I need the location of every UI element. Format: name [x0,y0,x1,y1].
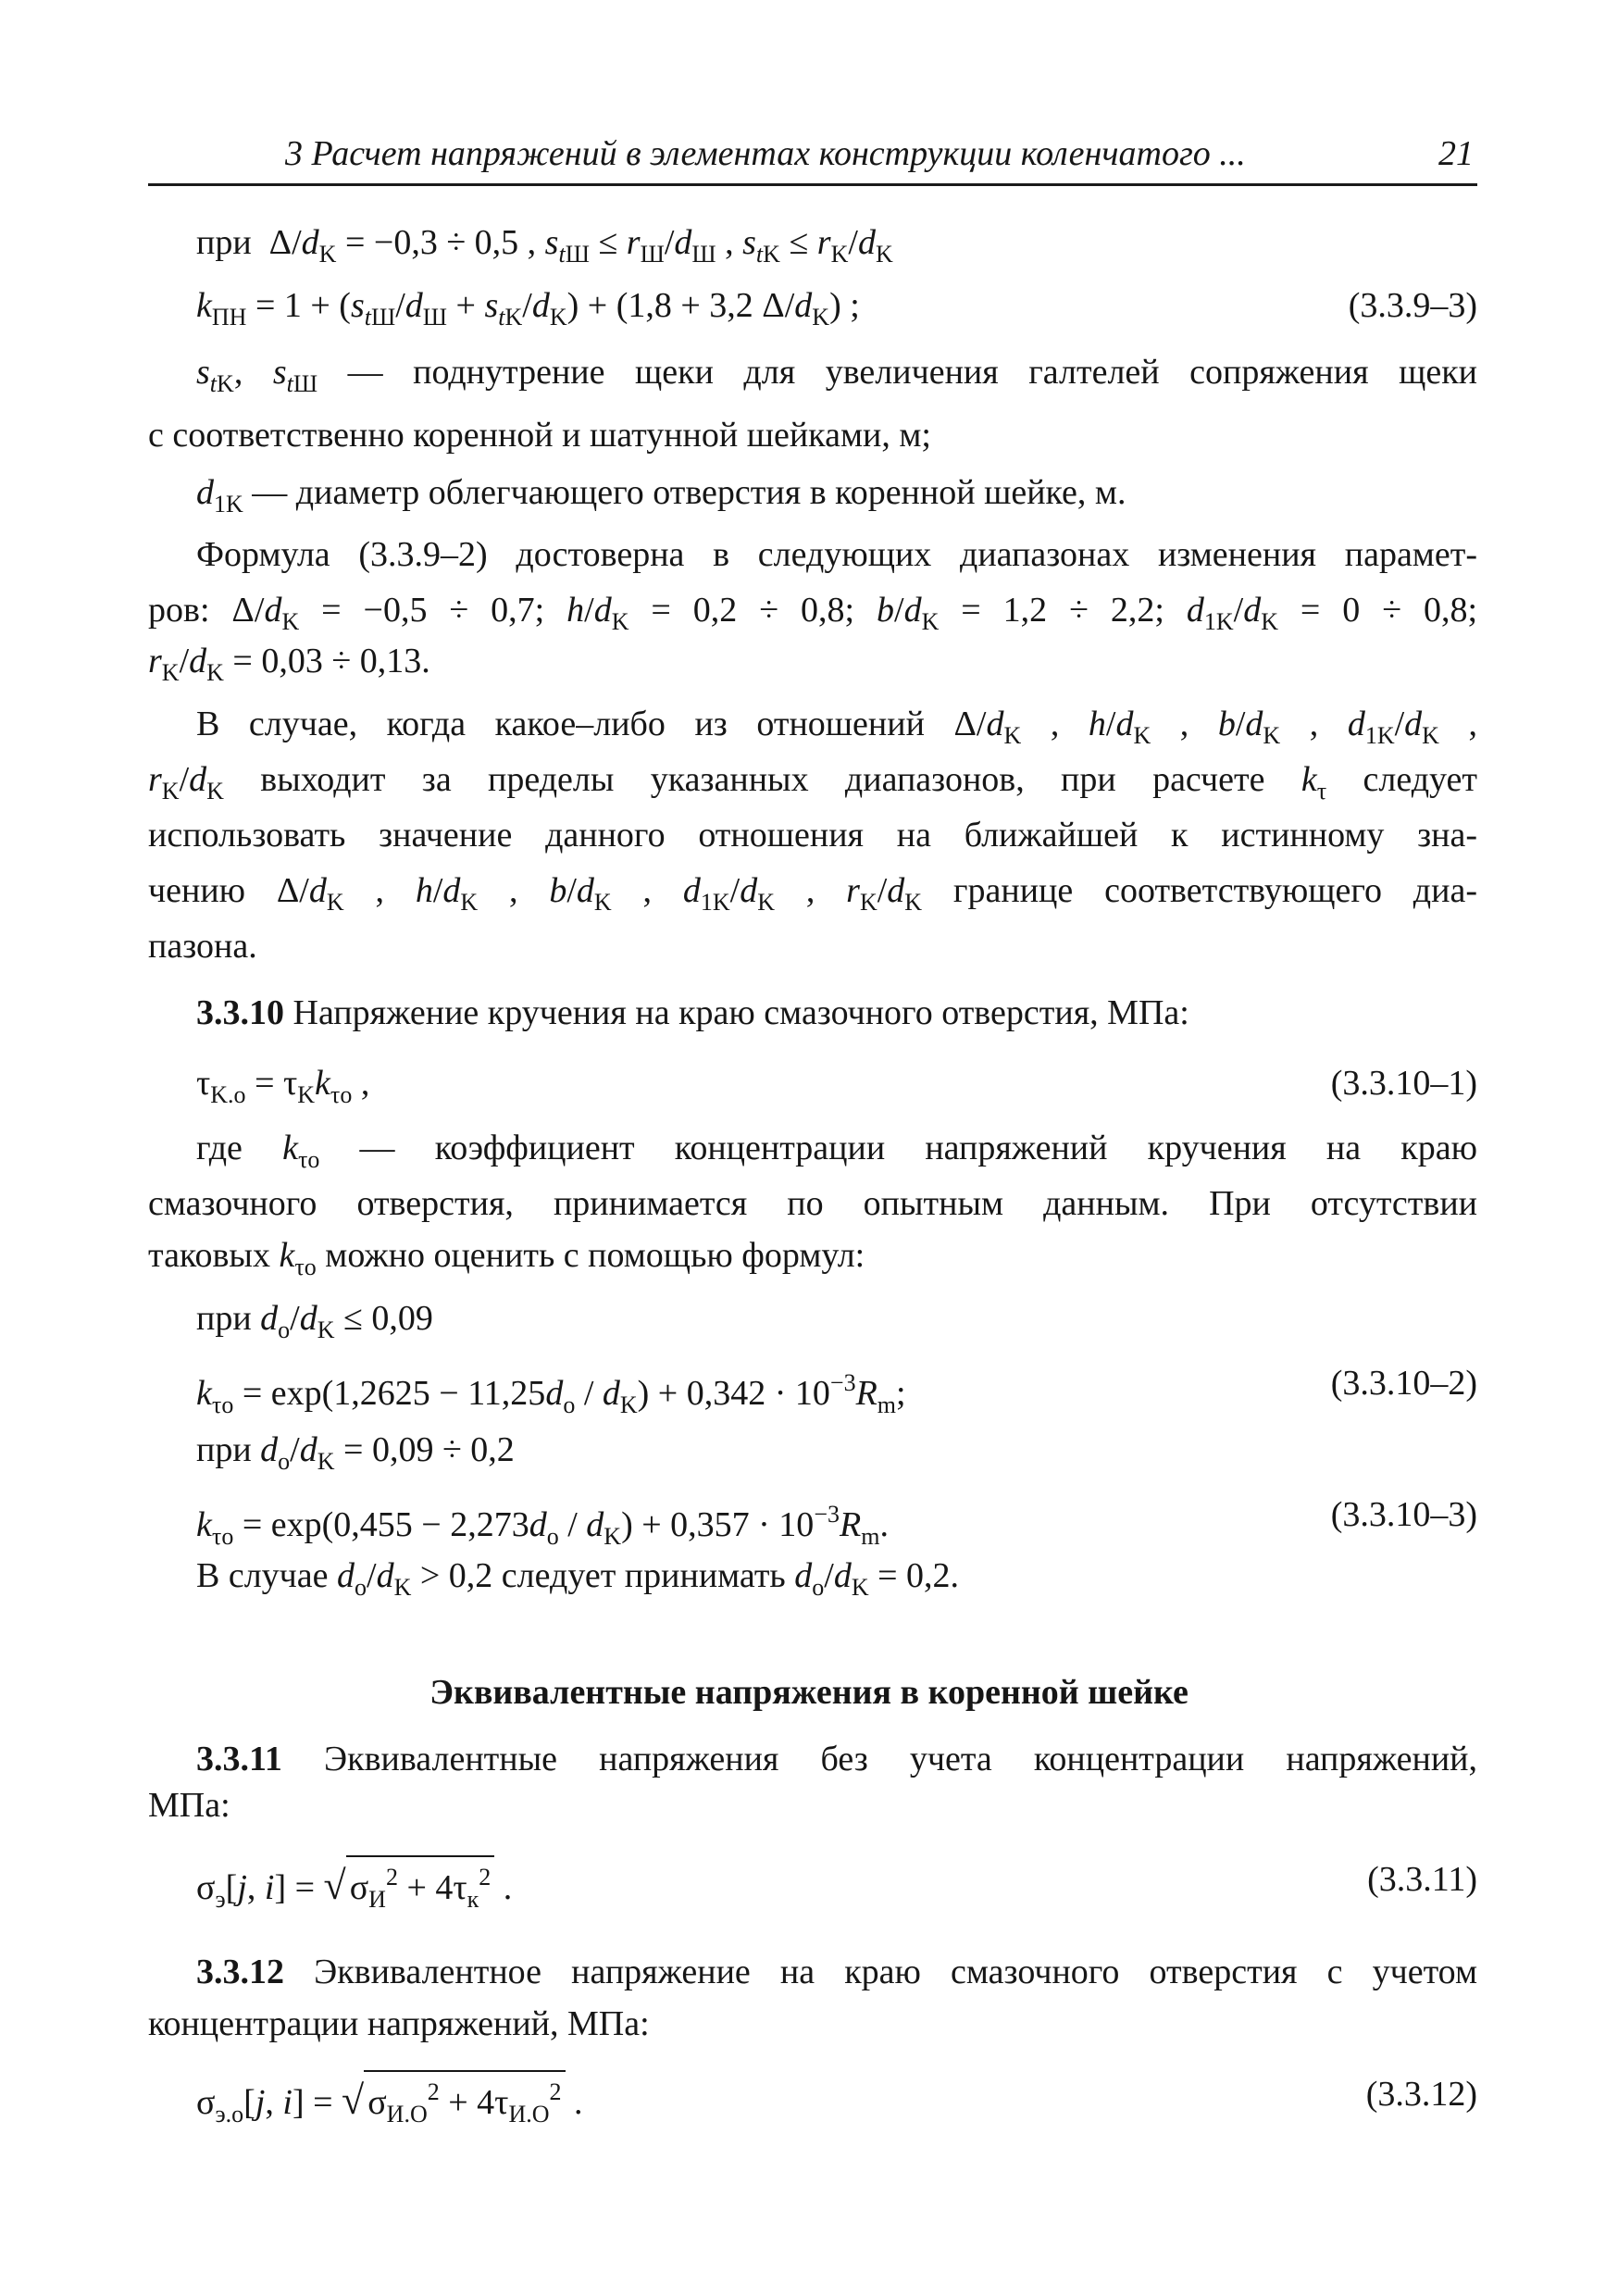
page-number: 21 [1438,134,1474,173]
paragraph-line: пазона. [148,927,257,966]
equation-3-3-9-3: $k_{ПН} = 1 + (s_{tШ}/d_Ш + s_{tK}/d_K) + (1,8 + 3,2$ $\Delta/d_K$) ; [196,286,860,331]
paragraph-line: смазочного отверстия, принимается по опытным данным. При отсутствии [148,1184,1477,1223]
equation-number: (3.3.11) [1367,1860,1477,1899]
equation-3-3-12: $\sigma_{э.о}[j$, i] = √ $\sigma_{И.О}^2 + 4\tau_{И.О}^2$ . [196,2070,583,2137]
running-header [148,130,1477,186]
condition-math: $\Delta/d_K = -0,3 \div 0,5$ , $s_{tШ} \le r_Ш/d_Ш$ , $s_{tK} \le r_K/d_K$ [260,223,893,268]
paragraph-line: таковых $k_{\tau o}$ можно оценить с помощью формул: [148,1236,865,1280]
paragraph-line: чению $\Delta/d_K$ , $h/d_K$ , $b/d_K$ , $d_{1K}/d_K$ , $r_K/d_K$ границе соответствующего диа- [148,871,1477,916]
equation-number: (3.3.10–3) [1330,1495,1477,1534]
paragraph-line: концентрации напряжений, МПа: [148,2004,650,2043]
clause-3-3-10 [196,991,1189,1035]
equation-3-3-10-3: $k_{\tau o} = \exp(0,455 - 2,273d_o / d_K) + 0,357 \cdot 10^{-3}R_m$. [196,1501,889,1550]
equation-number: (3.3.10–1) [1330,1064,1477,1103]
paragraph-line: $r_K/d_K$ выходит за пределы указанных диапазонов, при расчете $k_\tau$ следует [148,760,1477,805]
paragraph-line: где $k_{\tau o}$ — коэффициент концентрации напряжений кручения на краю [196,1129,1477,1173]
condition-line: при $d_o/d_K = 0,09 \div 0,2$ [196,1430,515,1475]
clause-3-3-11 [196,1737,1477,1781]
clause-text: Эквивалентное напряжение на краю смазочного отверстия с учетом [314,1953,1477,1991]
paragraph-line: $s_{tK}$, $s_{tШ}$ — поднутрение щеки для увеличения галтелей сопряжения щеки [196,353,1477,397]
clause-number: 3.3.12 [196,1953,284,1991]
paragraph-line: с соответственно коренной и шатунной шейками, м; [148,416,931,455]
condition-line [196,220,893,277]
clause-number: 3.3.11 [196,1740,282,1778]
paragraph-line: В случае, когда какое–либо из отношений $\Delta/d_K$ , $h/d_K$ , $b/d_K$ , $d_{1K}/d_K$ , [196,705,1478,749]
equation-number: (3.3.10–2) [1330,1364,1477,1403]
equation-number: (3.3.9–3) [1348,286,1477,325]
section-heading: Эквивалентные напряжения в коренной шейке [429,1673,1189,1712]
paragraph-line: использовать значение данного отношения на ближайшей к истинному зна- [148,816,1477,855]
paragraph-line: МПа: [148,1786,230,1825]
paragraph-line: В случае $d_o/d_K > 0,2$ следует принимать $d_o/d_K = 0,2$. [196,1556,960,1601]
paragraph-line: Формула (3.3.9–2) достоверна в следующих диапазонах изменения парамет- [196,535,1477,574]
equation-3-3-11: $\sigma_э[j$, i] = √ $\sigma_И^2 + 4\tau_к^2$ . [196,1855,512,1922]
equation-3-3-10-1: $\tau_{K.o} = \tau_Kk_{\tau o}$ , [196,1064,370,1108]
equation-number: (3.3.12) [1365,2075,1477,2114]
paragraph-line: $d_{1K}$ — диаметр облегчающего отверстия в коренной шейке, м. [196,473,1126,518]
header-title: 3 Расчет напряжений в элементах конструкции коленчатого ... [285,134,1246,173]
clause-text: Напряжение кручения на краю смазочного отверстия, МПа: [292,993,1189,1032]
paragraph-line: ров: $\Delta/d_K = -0,5 \div 0,7$; $h/d_K = 0,2 \div 0,8$; $b/d_K = 1,2 \div 2,2$; $d_{1K}/d_K = 0 \div 0,8$; [148,591,1478,635]
clause-3-3-12 [196,1950,1477,1994]
word-pri: при [196,223,252,262]
equation-3-3-10-2: $k_{\tau o} = \exp(1,2625 - 11,25d_o / d_K) + 0,342 \cdot 10^{-3}R_m$; [196,1369,906,1418]
clause-text: Эквивалентные напряжения без учета концентрации напряжений, [324,1740,1477,1778]
paragraph-line: $r_K/d_K = 0,03 \div 0,13$. [148,642,430,686]
condition-line: при $d_o/d_K \le 0,09$ [196,1299,433,1343]
clause-number: 3.3.10 [196,993,284,1032]
